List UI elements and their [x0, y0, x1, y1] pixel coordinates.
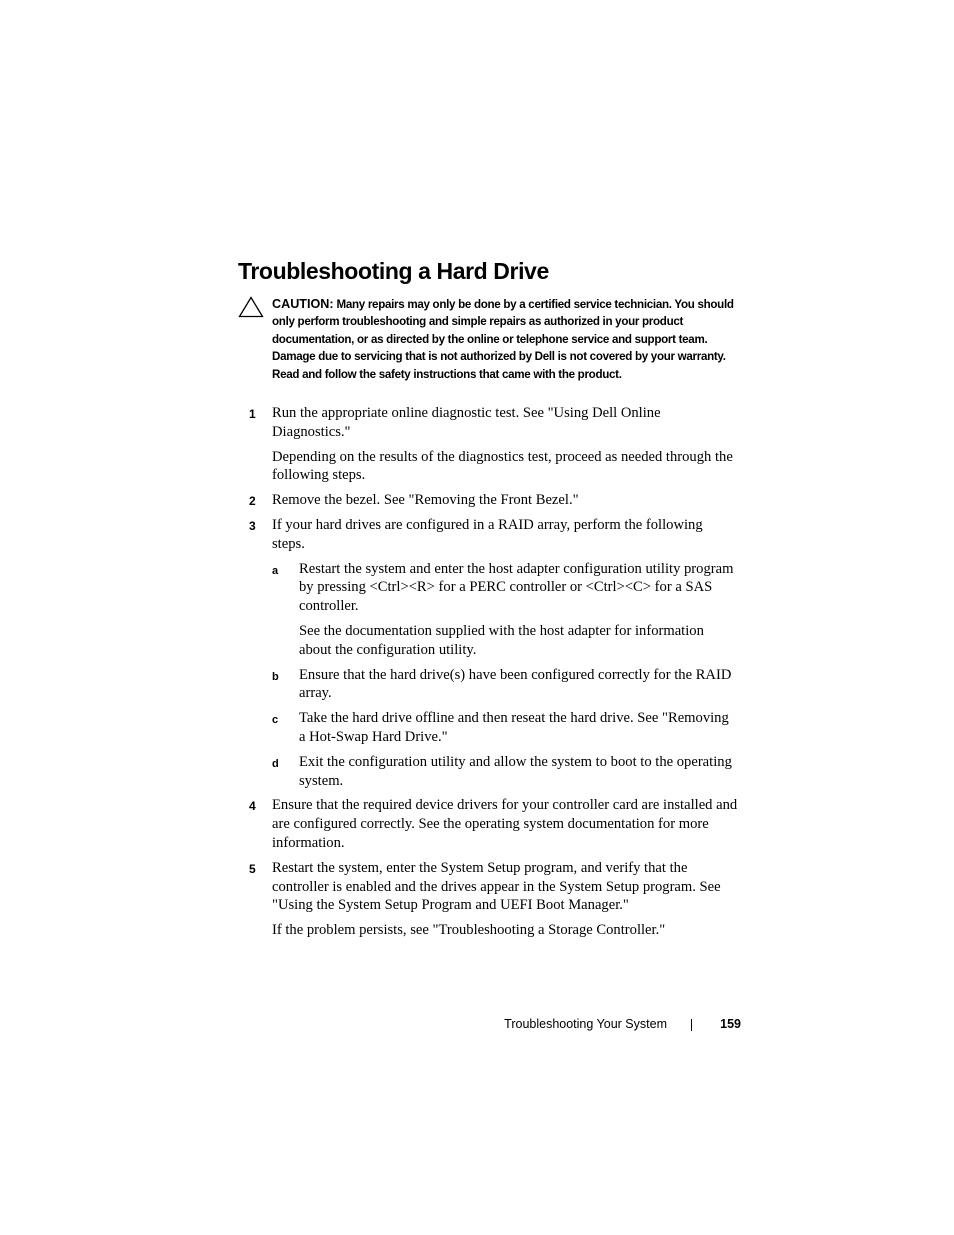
substep-c [272, 709, 738, 747]
substep-text: Ensure that the hard drive(s) have been configured correctly for the RAID array. [299, 666, 732, 702]
step-text: Remove the bezel. See "Removing the Front Bezel." [272, 492, 579, 509]
step-text: Restart the system, enter the System Setup program, and verify that the controller is enabled and the drives appear in the System Setup program. See "Using the System Setup Program and UEFI Boot Manager." [272, 859, 721, 914]
substep-note: See the documentation supplied with the host adapter for information about the configuration utility. [299, 622, 704, 658]
caution-label: CAUTION: [272, 297, 334, 311]
step-4 [238, 796, 738, 852]
step-note: If the problem persists, see "Troubleshooting a Storage Controller." [272, 922, 666, 939]
substep-b [272, 666, 738, 704]
page-title: Troubleshooting a Hard Drive [238, 258, 549, 284]
step-1 [238, 404, 738, 485]
procedure-steps [238, 404, 738, 946]
page-footer [460, 1014, 742, 1034]
substep-letter: a [272, 564, 279, 577]
step-text: Run the appropriate online diagnostic test. See "Using Dell Online Diagnostics." [272, 405, 661, 440]
caution-notice [272, 296, 740, 383]
step-note: Depending on the results of the diagnostics test, proceed as needed through the following steps. [272, 448, 733, 484]
step-number: 2 [249, 494, 256, 509]
step-text: Ensure that the required device drivers for your controller card are installed and are configured correctly. See the operating system documentation for more information. [272, 797, 738, 851]
step-number: 3 [249, 518, 256, 533]
substep-letter: d [272, 757, 279, 770]
page-number: 159 [720, 1017, 741, 1031]
step-2 [238, 491, 738, 510]
substep-text: Exit the configuration utility and allow the system to boot to the operating system. [299, 753, 732, 789]
substep-a [272, 560, 738, 660]
step-3 [238, 516, 738, 790]
substep-d [272, 753, 738, 791]
substep-list [272, 560, 738, 791]
footer-divider [691, 1019, 692, 1031]
substep-text: Restart the system and enter the host adapter configuration utility program by pressing <Ctrl><R> for a PERC controller or <Ctrl><C> for a SAS controller. [299, 560, 734, 615]
substep-letter: c [272, 714, 279, 727]
substep-text: Take the hard drive offline and then reseat the hard drive. See "Removing a Hot-Swap Hard Drive." [299, 710, 729, 745]
footer-section-title: Troubleshooting Your System [504, 1017, 667, 1031]
step-number: 5 [249, 861, 256, 876]
caution-message: Many repairs may only be done by a certified service technician. You should only perform troubleshooting and simple repairs as authorized in your product documentation, or as directed by the online or telephone service and support team. Damage due to servicing that is not authorized by Dell is not covered by your warranty. Read and follow the safety instructions that came with the product. [272, 298, 734, 381]
step-5 [238, 859, 738, 940]
step-number: 1 [249, 407, 256, 421]
warning-triangle-icon [238, 296, 264, 318]
substep-letter: b [272, 670, 279, 683]
step-text: If your hard drives are configured in a RAID array, perform the following steps. [272, 516, 703, 552]
step-number: 4 [249, 799, 256, 814]
